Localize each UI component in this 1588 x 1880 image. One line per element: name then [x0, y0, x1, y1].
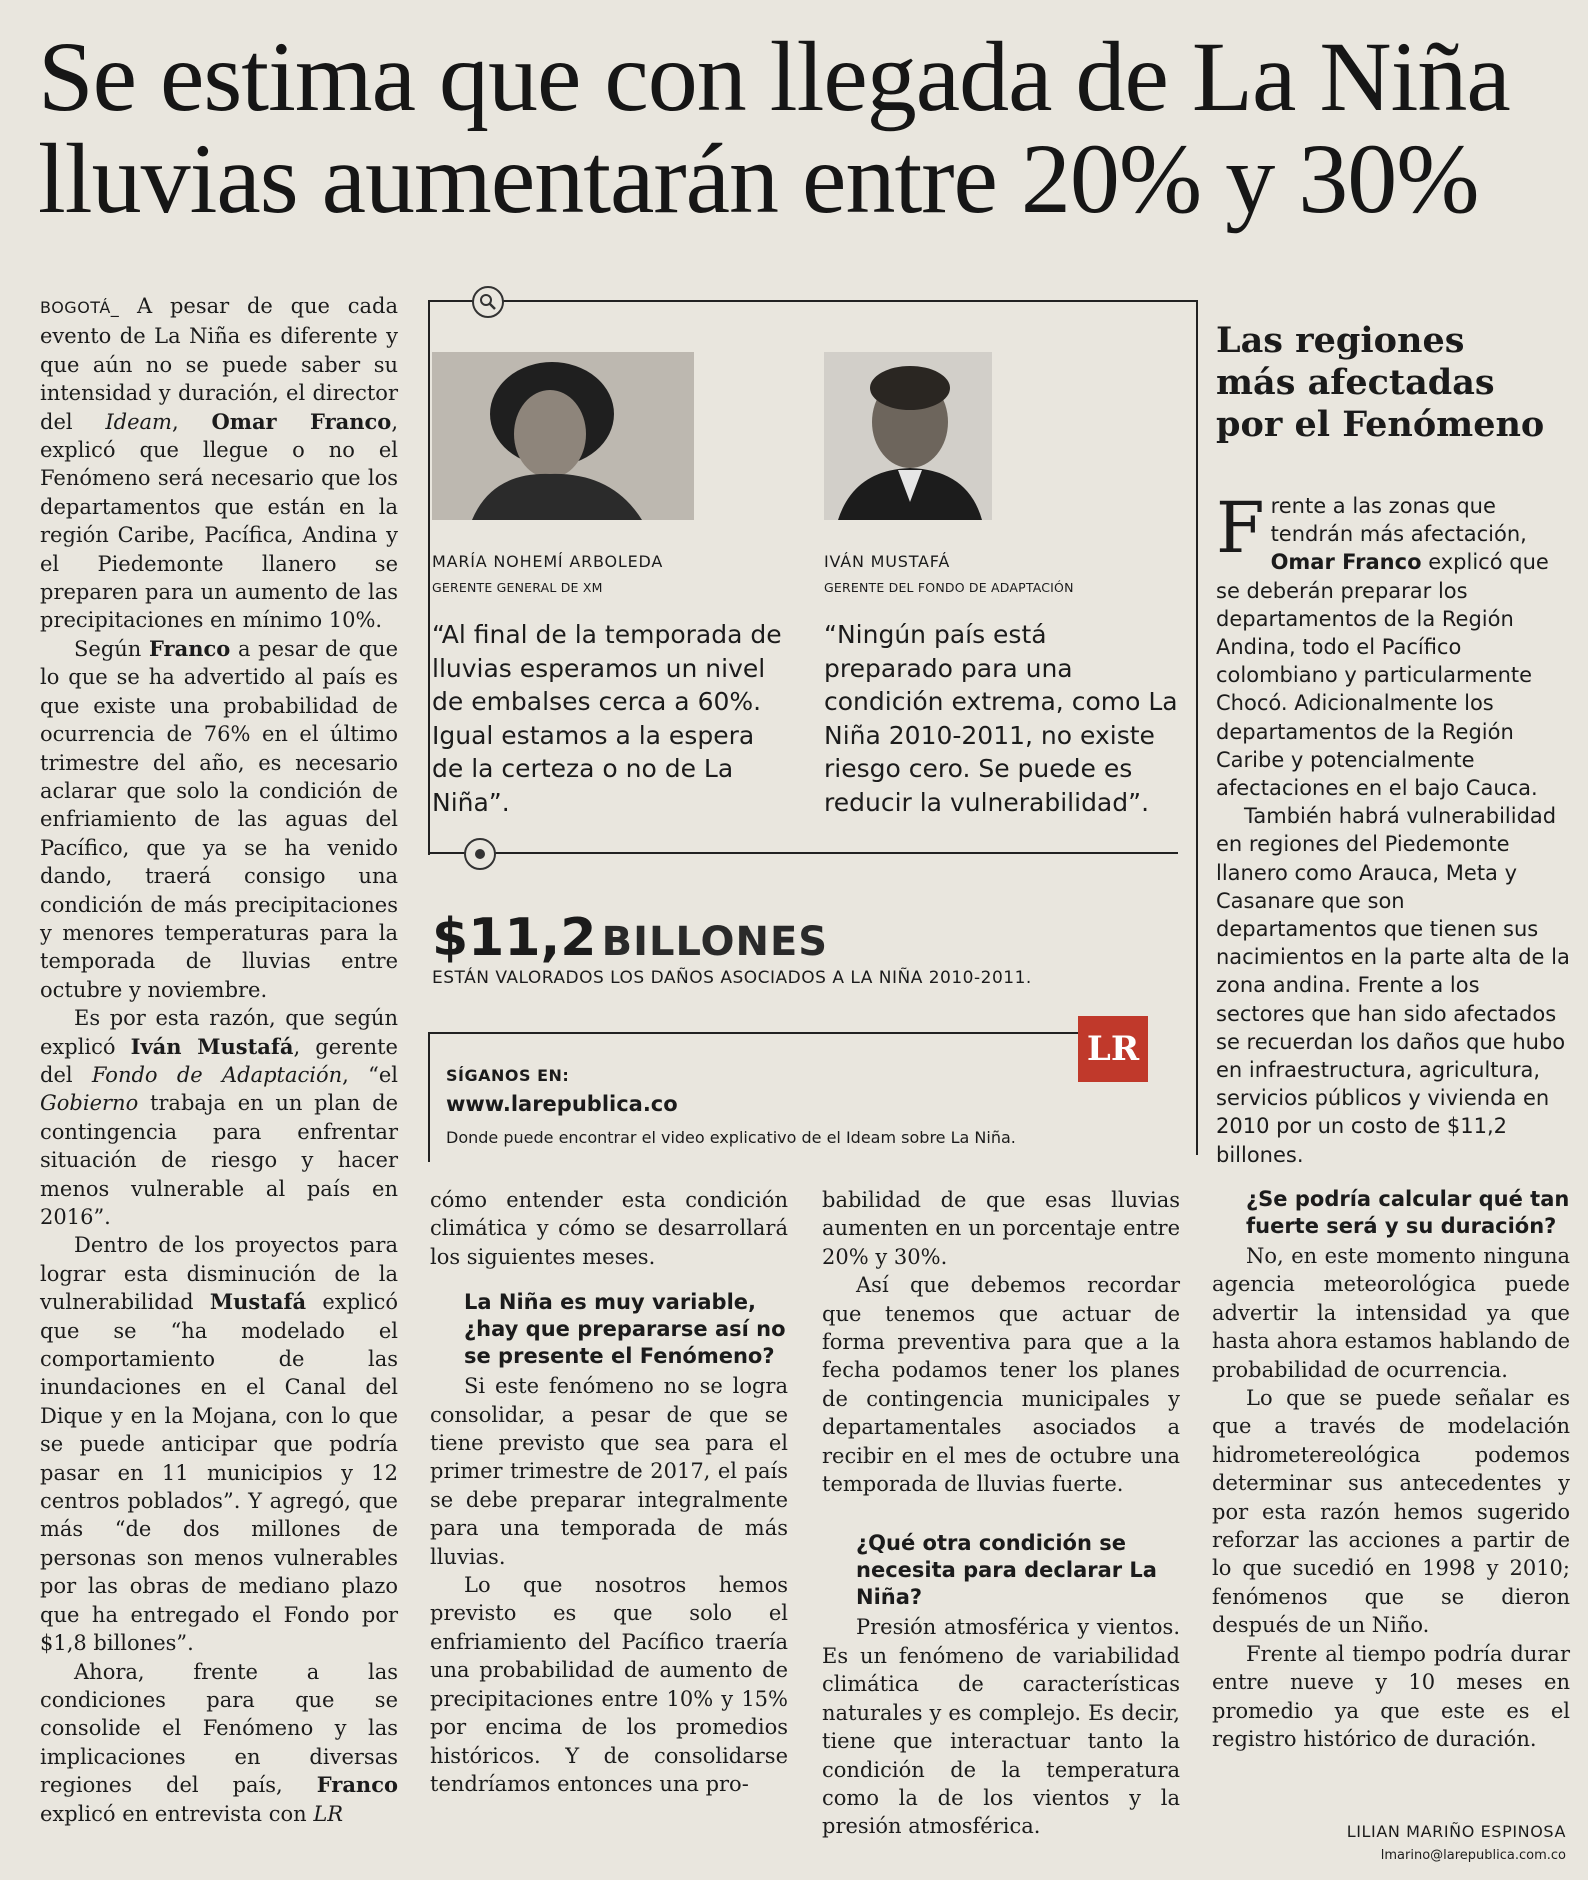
paragraph: BOGOTÁ_ A pesar de que cada evento de La Niña es diferente y que aún no se puede saber su intensidad y duración, el director del Ideam, Omar Franco, explicó que llegue o no el Fenómeno será necesario que los departamentos que están en la región Caribe, Pacífica, Andina y el Piedemonte llanero se preparen para un aumento de las precipitaciones en mínimo 10%. [40, 294, 398, 633]
question: La Niña es muy variable, ¿hay que prepararse así no se presente el Fenómeno? [464, 1290, 786, 1369]
paragraph: Según Franco a pesar de que lo que se ha advertido al país es que existe una probabilidad de ocurrencia de 76% en el último trimestre del año, es necesario aclarar que solo la condición de enfriamiento de las aguas del Pacífico, que ya se ha venido dando, traerá consigo una condición de más precipitaciones y menores temperaturas para la temporada de lluvias entre octubre y noviembre. [40, 635, 398, 1002]
quote-1-text: “Al final de la temporada de lluvias esperamos un nivel de embalses cerca a 60%. Igual estamos a la espera de la certeza o no de La Niña”. [432, 620, 782, 817]
paragraph: Lo que se puede señalar es que a través de modelación hidrometereológica podemos determinar sus antecedentes y por esta razón hemos sugerido reforzar las acciones a partir de lo que sucedió en 1998 y 2010; fenómenos que se dieron después de un Niño. [1212, 1386, 1570, 1638]
headline-line-2: lluvias aumentarán entre 20% y 30% [38, 123, 1479, 234]
article-column-4 [1212, 1186, 1570, 1753]
quote-2-role: GERENTE DEL FONDO DE ADAPTACIÓN [824, 580, 1074, 595]
sidebar-body [1216, 487, 1570, 1169]
follow-label: SÍGANOS EN: [446, 1066, 570, 1085]
paragraph: También habrá vulnerabilidad en regiones del Piedemonte llanero como Arauca, Meta y Casanare que son departamentos que tienen sus nacimientos en la parte alta de la zona andina. Frente a los sectores que han sido afectados se recuerdan los daños que hubo en infraestructura, agricultura, servicios públicos y vivienda en 2010 por un costo de $11,2 billones. [1216, 804, 1570, 1167]
figure-top-rule [428, 852, 1178, 854]
paragraph: Frente a las zonas que tendrán más afectación, Omar Franco explicó que se deberán preparar los departamentos de la Región Andina, todo el Pacífico colombiano y particularmente Chocó. Adicionalmente los departamentos de la Región Caribe y potencialmente afectaciones en el bajo Cauca. [1216, 487, 1549, 801]
quote-1-role: GERENTE GENERAL DE XM [432, 580, 603, 595]
paragraph: babilidad de que esas lluvias aumenten en un porcentaje entre 20% y 30%. [822, 1188, 1180, 1269]
quote-1-name: MARÍA NOHEMÍ ARBOLEDA [432, 552, 664, 571]
paragraph: Si este fenómeno no se logra consolidar, a pesar de que se tiene previsto que sea para el primer trimestre de 2017, el país se debe preparar integralmente para una temporada de más lluvias. [430, 1374, 788, 1569]
dateline: BOGOTÁ_ [40, 298, 120, 317]
headline [38, 21, 1558, 234]
byline-name: LILIAN MARIÑO ESPINOSA [1346, 1822, 1566, 1841]
paragraph: No, en este momento ninguna agencia meteorológica puede advertir la intensidad ya que hasta ahora estamos hablando de probabilidad de ocurrencia. [1212, 1244, 1570, 1382]
lr-logo: LR [1078, 1016, 1148, 1082]
magnifier-icon [472, 286, 504, 318]
figure-unit: BILLONES [601, 919, 829, 965]
article-column-1 [40, 292, 398, 1828]
paragraph: Dentro de los proyectos para lograr esta disminución de la vulnerabilidad Mustafá explicó que se “ha modelado el comportamiento de las inundaciones en el Canal del Dique y en la Mojana, con lo que se puede anticipar que podría pasar en 11 municipios y 12 centros poblados”. Y agregó, que más “de dos millones de personas son menos vulnerables por las obras de mediano plazo que ha entregado el Fondo por $1,8 billones”. [40, 1233, 398, 1656]
quotes-top-rule [428, 300, 1196, 302]
quote-2-name: IVÁN MUSTAFÁ [824, 552, 951, 571]
drop-cap: F [1216, 487, 1265, 569]
paragraph: Es por esta razón, que según explicó Iván Mustafá, gerente del Fondo de Adaptación, “el Gobierno trabaja en un plan de contingencia para enfrentar situación de riesgo y hacer menos vulnerable al país en 2016”. [40, 1006, 399, 1229]
article-column-3 [822, 1186, 1180, 1841]
article-column-2 [430, 1186, 788, 1798]
paragraph: Ahora, frente a las condiciones para que se consolide el Fenómeno y las implicaciones en diversas regiones del país, Franco explicó en entrevista con LR [40, 1659, 398, 1826]
figure-caption: ESTÁN VALORADOS LOS DAÑOS ASOCIADOS A LA NIÑA 2010-2011. [432, 968, 1032, 988]
sidebar-divider [1196, 300, 1198, 1155]
follow-url[interactable]: www.larepublica.co [446, 1092, 678, 1116]
paragraph: Así que debemos recordar que tenemos que actuar de forma preventiva para que a la fecha podamos tener los planes de contingencia municipales y departamentales asociados a recibir en el mes de octubre una temporada de lluvias fuerte. [822, 1273, 1180, 1497]
portrait-mustafa [824, 352, 992, 520]
figure-amount: $11,2 [432, 908, 597, 968]
follow-top-rule [428, 1032, 1148, 1034]
paragraph: Presión atmosférica y vientos. Es un fenómeno de variabilidad climática de características naturales y es complejo. Es decir, tiene que interactuar tanto la condición de la temperatura como la de los vientos y la presión atmosférica. [822, 1615, 1180, 1839]
target-icon [464, 838, 496, 870]
question: ¿Se podría calcular qué tan fuerte será y su duración? [1246, 1187, 1570, 1238]
paragraph: Frente al tiempo podría durar entre nueve y 10 meses en promedio ya que este es el registro histórico de duración. [1212, 1641, 1570, 1751]
figure-amount-line [432, 908, 828, 968]
headline-line-1: Se estima que con llegada de La Niña [38, 21, 1510, 132]
sidebar-title: Las regiones más afectadas por el Fenómeno [1216, 320, 1545, 445]
question: ¿Qué otra condición se necesita para declarar La Niña? [856, 1531, 1157, 1610]
paragraph: cómo entender esta condición climática y cómo se desarrollará los siguientes meses. [430, 1188, 788, 1269]
follow-description: Donde puede encontrar el video explicativo de el Ideam sobre La Niña. [446, 1128, 1016, 1147]
quotes-left-rule [428, 300, 430, 855]
follow-left-rule [428, 1032, 430, 1162]
byline-email[interactable]: lmarino@larepublica.com.co [1380, 1848, 1566, 1863]
portrait-arboleda [432, 352, 694, 520]
quote-2-text: “Ningún país está preparado para una condición extrema, como La Niña 2010-2011, no existe riesgo cero. Se puede es reducir la vulnerabilidad”. [824, 620, 1178, 817]
paragraph: Lo que nosotros hemos previsto es que solo el enfriamiento del Pacífico traería una probabilidad de aumento de precipitaciones entre 10% y 15% por encima de los promedios históricos. Y de consolidarse tendríamos entonces una pro- [430, 1573, 788, 1796]
